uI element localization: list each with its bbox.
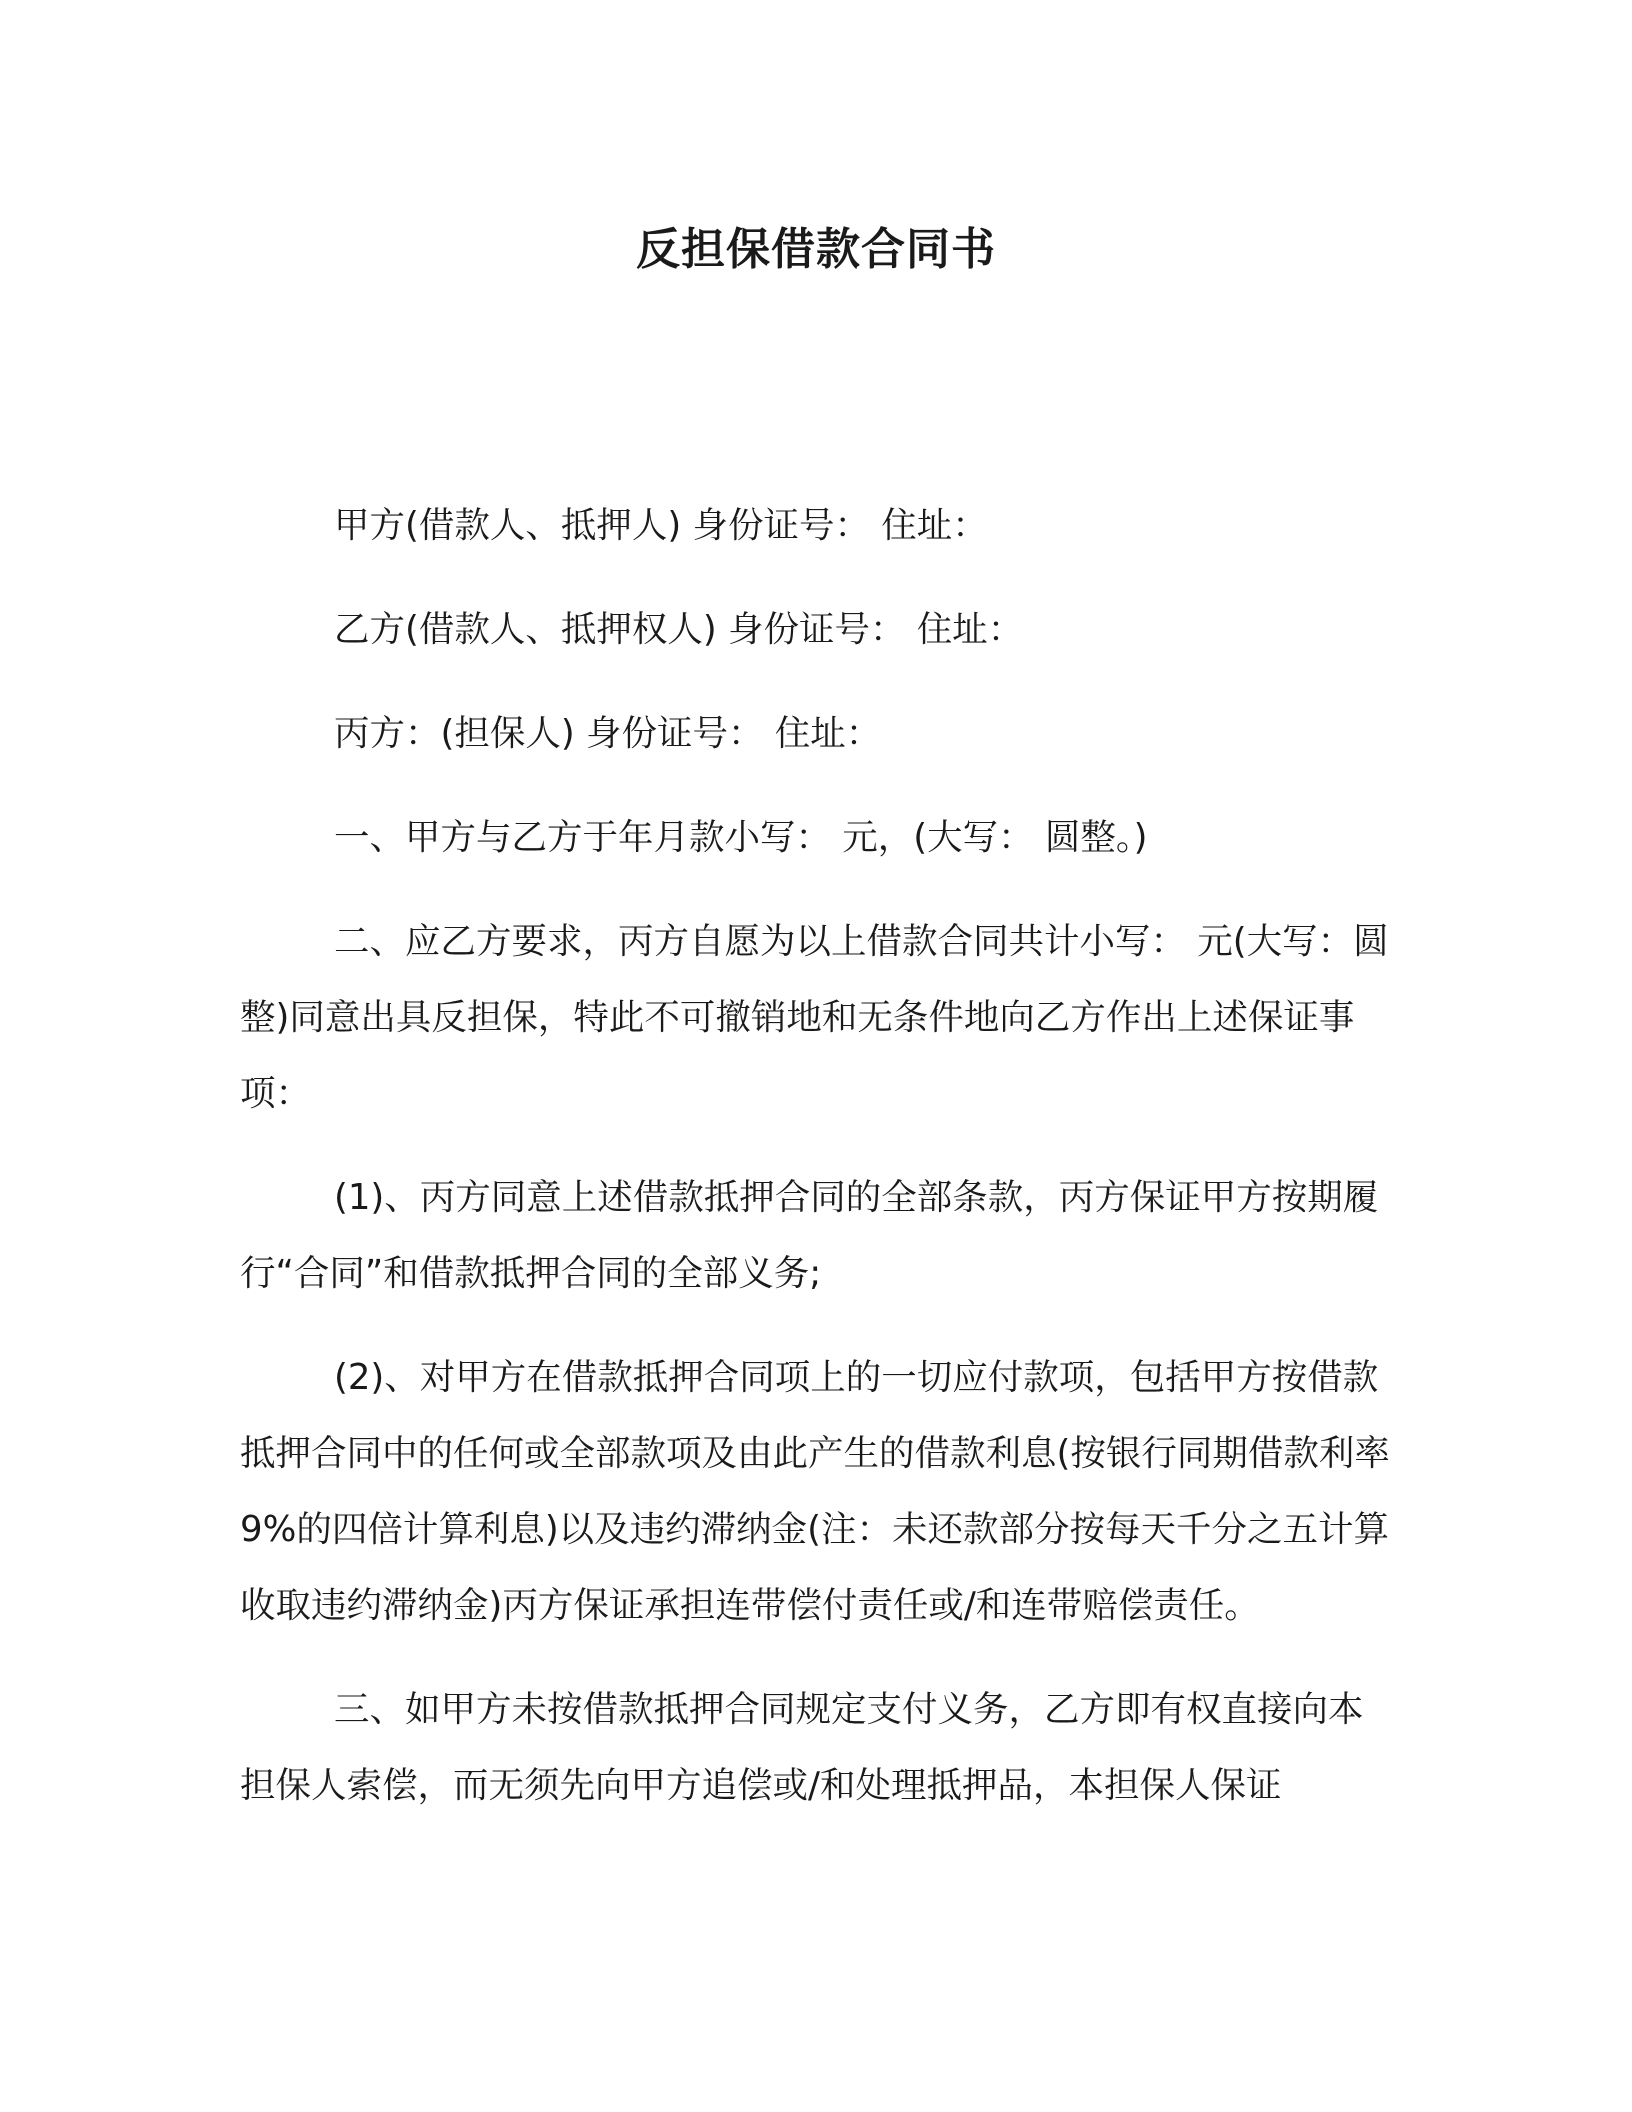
clause-3: 三、如甲方未按借款抵押合同规定支付义务，乙方即有权直接向本担保人索偿，而无须先向甲方追偿或/和处理抵押品，本担保人保证: [240, 1689, 1364, 1806]
clause-2-item-1: (1)、丙方同意上述借款抵押合同的全部条款，丙方保证甲方按期履行“合同”和借款抵押合同的全部义务;: [240, 1177, 1379, 1294]
clause-1: 一、甲方与乙方于年月款小写： 元，(大写： 圆整。): [334, 817, 1148, 858]
party-a-line: 甲方(借款人、抵押人) 身份证号： 住址：: [334, 505, 988, 546]
party-c-line: 丙方：(担保人) 身份证号： 住址：: [334, 713, 882, 754]
party-b-line: 乙方(借款人、抵押权人) 身份证号： 住址：: [334, 609, 1024, 650]
document-body: [240, 488, 1390, 1852]
clause-2-item-2: (2)、对甲方在借款抵押合同项上的一切应付款项，包括甲方按借款抵押合同中的任何或全部款项及由此产生的借款利息(按银行同期借款利率 9%的四倍计算利息)以及违约滞纳金(注：未还款部分按每天千分之五计算收取违约滞纳金)丙方保证承担连带偿付责任或/和连带赔偿责任。: [240, 1357, 1390, 1626]
clause-2: 二、应乙方要求，丙方自愿为以上借款合同共计小写： 元(大写：圆整)同意出具反担保，特此不可撤销地和无条件地向乙方作出上述保证事项：: [240, 921, 1389, 1114]
document-title: 反担保借款合同书: [636, 224, 996, 275]
